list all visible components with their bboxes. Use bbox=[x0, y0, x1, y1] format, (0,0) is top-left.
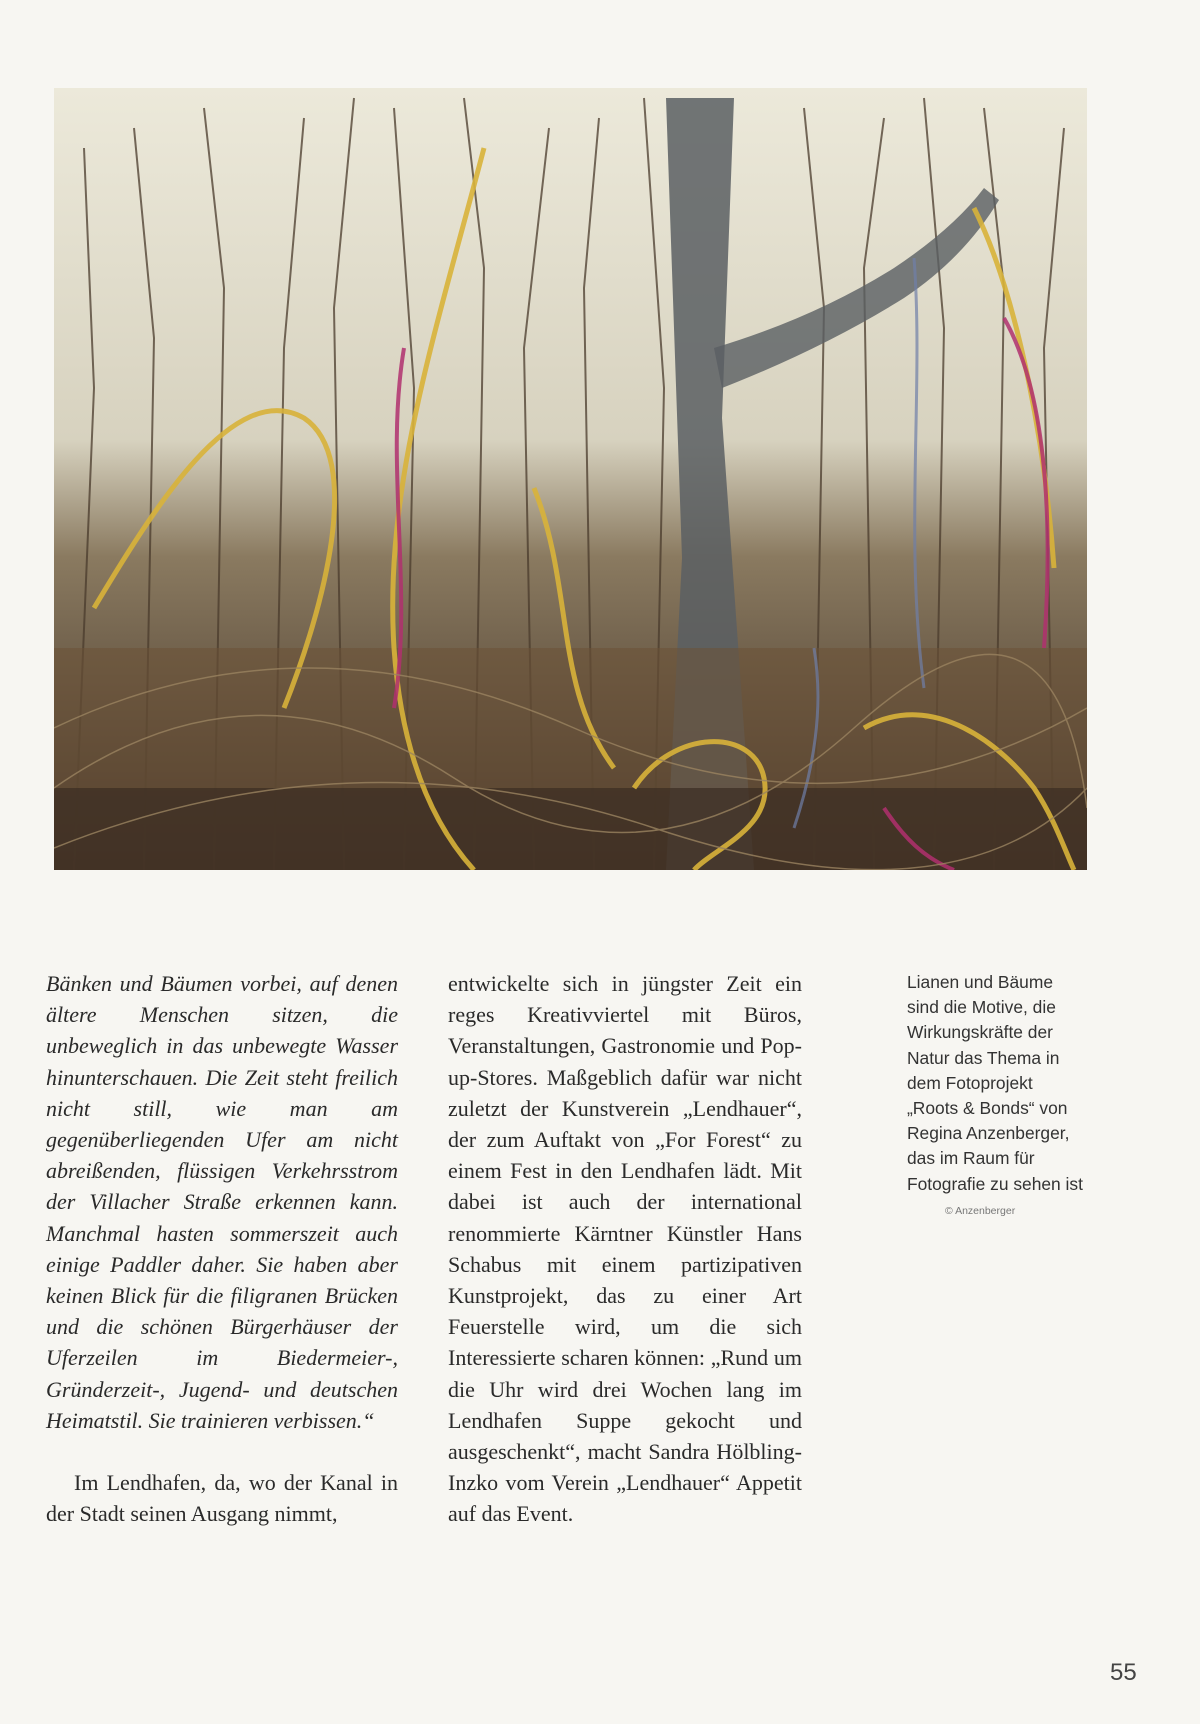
article-column-2 bbox=[448, 968, 802, 1530]
page-number: 55 bbox=[1110, 1659, 1137, 1686]
photo-caption bbox=[907, 970, 1087, 1224]
article-paragraph-continued: entwickelte sich in jüngster Zeit ein reges Kreativviertel mit Büros, Veranstaltungen, Gastronomie und Pop-up-Stores. Maßgeblich dafür war nicht zuletzt der Kunstverein „Lendhauer“, der zum Auftakt von „For Forest“ zu einem Fest in den Lendhafen lädt. Mit dabei ist auch der international renommierte Kärntner Künstler Hans Schabus mit einem partizipativen Kunstprojekt, das zu einer Art Feuerstelle wird, um die sich Interessierte scharen können: „Rund um die Uhr wird drei Wochen lang im Lendhafen Suppe gekocht und ausgeschenkt“, macht Sandra Hölbling-Inzko vom Verein „Lendhauer“ Appetit auf das Event. bbox=[448, 971, 802, 1527]
forest-lianas-photo bbox=[54, 88, 1087, 870]
article-quote-text: Bänken und Bäumen vorbei, auf denen ältere Menschen sitzen, die unbeweglich in das unbewegte Wasser hinunterschauen. Die Zeit steht freilich nicht still, wie man am gegenüberliegenden Ufer am nicht abreißenden, flüssigen Verkehrsstrom der Villacher Straße erkennen kann. Manchmal hasten sommerszeit auch einige Paddler daher. Sie haben aber keinen Blick für die filigranen Brücken und die schönen Bürgerhäuser der Uferzeilen im Biedermeier-, Gründerzeit-, Jugend- und deutschen Heimatstil. Sie trainieren verbissen.“ bbox=[46, 971, 398, 1433]
caption-text: Lianen und Bäume sind die Motive, die Wirkungskräfte der Natur das Thema in dem Fotoprojekt „Roots & Bonds“ von Regina Anzenberger, das im Raum für Fotografie zu sehen ist bbox=[907, 972, 1083, 1194]
photo-credit: © Anzenberger bbox=[945, 1204, 1016, 1217]
article-column-1 bbox=[46, 968, 398, 1529]
article-paragraph: Im Lendhafen, da, wo der Kanal in der Stadt seinen Ausgang nimmt, bbox=[46, 1470, 398, 1527]
forest-lianas-photo-icon bbox=[54, 88, 1087, 870]
